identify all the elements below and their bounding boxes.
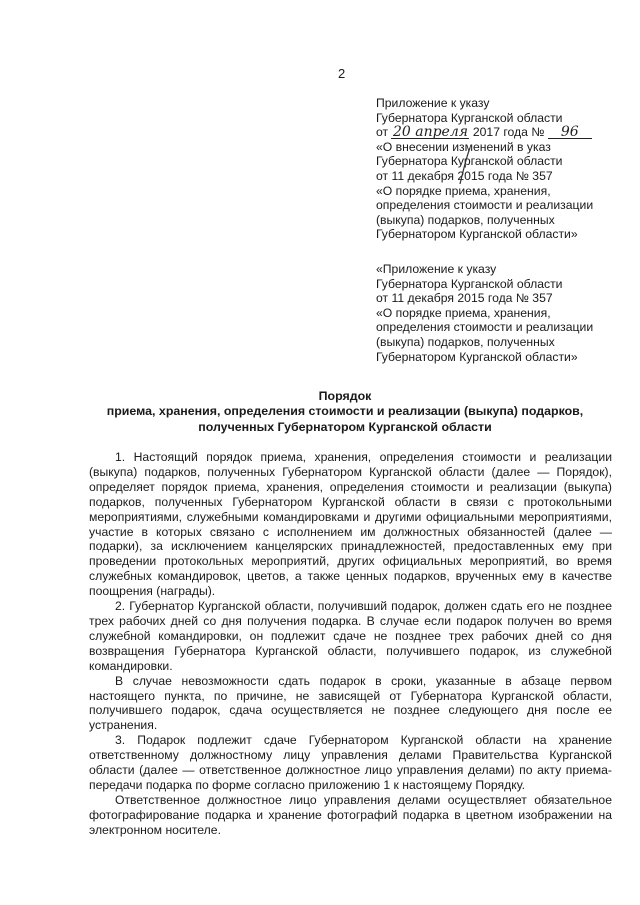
annex1-line: Приложение к указу: [376, 96, 490, 110]
date-prefix: от: [376, 125, 389, 140]
annex1-line: «О порядке приема, хранения,: [376, 183, 551, 198]
annex1-line: от 11 декабря 2015 года № 357: [376, 168, 553, 183]
paragraph: 2. Губернатор Курганской области, получивший подарок, должен сдать его не позднее трех рабочих дней со дня получения подарка. В случае если подарок получен во время служебной командировки, он подлежит сдаче не позднее трех рабочих дней со дня возвращения Губернатора Курганской области, получившего подарок, из служебной командировки.: [89, 599, 612, 673]
date-year: 2017 года №: [472, 125, 545, 140]
annex1-line: Губернатором Курганской области»: [376, 227, 578, 242]
annex1-line: Губернатора Курганской области: [376, 110, 563, 125]
handwritten-number: 96: [548, 126, 592, 139]
paragraph: В случае невозможности сдать подарок в сроки, указанные в абзаце первом настоящего пункта, по причине, не зависящей от Губернатора Курганской области, получившего подарок, сдача осуществляется не позднее следующего дня после ее устранения.: [89, 673, 612, 733]
paragraph: 3. Подарок подлежит сдаче Губернатором Курганской области на хранение ответственному должностному лицу управления делами Правительства Курганской области (далее — ответственное должностное лицо управления делами) по акту приема-передачи подарка по форме согласно приложению 1 к настоящему Порядку.: [89, 733, 612, 792]
paragraph: 1. Настоящий порядок приема, хранения, определения стоимости и реализации (выкупа) подарков, полученных Губернатором Курганской области (далее — Порядок), определяет порядок приема, хранения, определения стоимости и реализации (выкупа) подарков, полученных Губернатором Курганской области в связи с протокольными мероприятиями, служебными командировками и другими официальными мероприятиями, участие в которых связано с исполнением им должностных обязанностей (далее — подарки), за исключением канцелярских принадлежностей, предоставленных ему при проведении протокольных мероприятий, других официальных мероприятий, во время служебных командировок, цветов, а также ценных подарков, врученных ему в качестве поощрения (награды).: [89, 450, 612, 599]
annex2-line: Губернатора Курганской области: [376, 276, 563, 291]
annex1-line: «О внесении изменений в указ: [376, 139, 551, 154]
paragraph: Ответственное должностное лицо управления делами осуществляет обязательное фотографирование подарка и хранение фотографий подарка в цветном изображении на электронном носителе.: [89, 792, 612, 837]
document-title: [90, 389, 600, 435]
title-line: Порядок: [318, 389, 372, 403]
title-line: приема, хранения, определения стоимости и реализации (выкупа) подарков,: [106, 404, 584, 419]
annex2-line: от 11 декабря 2015 года № 357: [376, 291, 553, 306]
annex2-line: определения стоимости и реализации: [376, 320, 594, 335]
signature-stroke: [448, 146, 488, 186]
title-line: полученных Губернатором Курганской области: [198, 419, 492, 434]
annex2-line: «О порядке приема, хранения,: [376, 305, 551, 320]
annex1-line: Губернатора Курганской области: [376, 154, 563, 169]
document-body: [89, 450, 612, 838]
annex1-line: (выкупа) подарков, полученных: [376, 212, 555, 227]
page-number: 2: [338, 66, 346, 81]
handwritten-date: 20 апреля: [392, 124, 469, 141]
annex2-line: Губернатором Курганской области»: [376, 349, 578, 364]
annex-header-2: [376, 262, 593, 364]
annex1-line: определения стоимости и реализации: [376, 198, 594, 213]
annex1-date-line: [376, 125, 593, 140]
annex2-line: (выкупа) подарков, полученных: [376, 334, 555, 349]
annex2-line: «Приложение к указу: [376, 262, 497, 276]
